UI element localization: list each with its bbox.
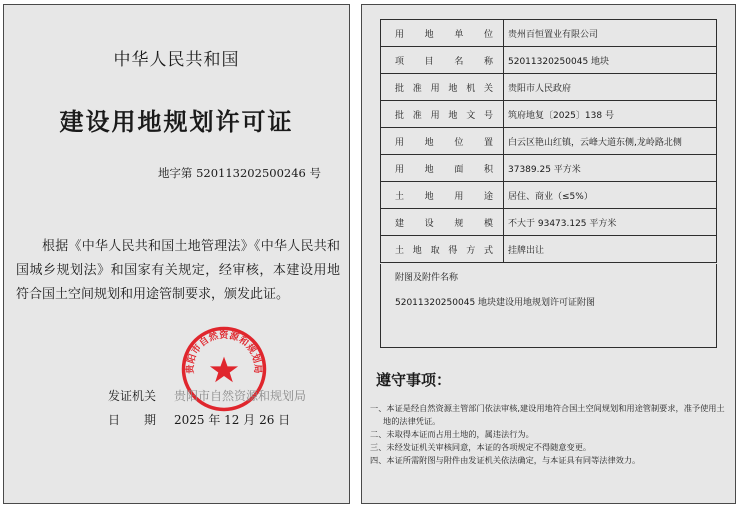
notice-list bbox=[370, 402, 730, 467]
certificate-front-page bbox=[3, 4, 350, 504]
table-row bbox=[381, 74, 717, 101]
notice-item: 三、未经发证机关审核同意，本证的各项规定不得随意变更。 bbox=[370, 442, 592, 452]
issuer-row bbox=[108, 387, 306, 404]
table-row bbox=[381, 101, 717, 128]
row-label: 土地用途 bbox=[381, 182, 504, 209]
row-value: 白云区艳山红镇，云峰大道东侧,龙岭路北侧 bbox=[504, 128, 717, 155]
issuer-label: 发证机关 bbox=[108, 389, 157, 403]
row-value: 贵州百恒置业有限公司 bbox=[504, 20, 717, 47]
row-label: 用地单位 bbox=[381, 20, 504, 47]
row-value: 居住、商业（≤5%） bbox=[504, 182, 717, 209]
seal-text: 贵阳市自然资源和规划局 bbox=[185, 329, 263, 374]
seal-star-icon bbox=[210, 357, 238, 383]
table-row bbox=[381, 236, 717, 263]
row-value: 52011320250045 地块 bbox=[504, 47, 717, 74]
row-label: 建设规模 bbox=[381, 209, 504, 236]
row-value: 37389.25 平方米 bbox=[504, 155, 717, 182]
land-info-table bbox=[380, 19, 717, 263]
date-value: 2025 年 12 月 26 日 bbox=[174, 413, 291, 427]
certificate-back-page bbox=[361, 4, 736, 504]
table-row bbox=[381, 155, 717, 182]
row-value: 贵阳市人民政府 bbox=[504, 74, 717, 101]
notice-item: 四、本证所需附图与附件由发证机关依法确定，与本证具有同等法律效力。 bbox=[370, 455, 641, 465]
table-row bbox=[381, 182, 717, 209]
row-value: 挂牌出让 bbox=[504, 236, 717, 263]
row-label: 批准用地机关 bbox=[381, 74, 504, 101]
row-label: 用地位置 bbox=[381, 128, 504, 155]
date-row bbox=[108, 411, 290, 428]
table-row bbox=[381, 47, 717, 74]
attachments-label: 附图及附件名称 bbox=[395, 273, 459, 283]
row-value: 不大于 93473.125 平方米 bbox=[504, 209, 717, 236]
row-label: 批准用地文号 bbox=[381, 101, 504, 128]
row-label: 项目名称 bbox=[381, 47, 504, 74]
attachments-box bbox=[380, 264, 717, 348]
notice-item: 二、未取得本证而占用土地的，属违法行为。 bbox=[370, 429, 534, 439]
certificate-title: 建设用地规划许可证 bbox=[59, 108, 294, 136]
notice-title: 遵守事项： bbox=[376, 371, 452, 389]
certificate-number: 地字第 520113202500246 号 bbox=[157, 166, 321, 180]
notice-item: 一、本证是经自然资源主管部门依法审核,建设用地符合国土空间规划和用途管制要求，准予使用土地的法律凭证。 bbox=[370, 403, 725, 426]
certificate-body-text: 根据《中华人民共和国土地管理法》《中华人民共和国城乡规划法》和国家有关规定，经审核，本建设用地符合国土空间规划和用途管制要求，颁发此证。 bbox=[16, 239, 340, 302]
country-name: 中华人民共和国 bbox=[113, 50, 240, 70]
date-label: 日 期 bbox=[108, 413, 157, 427]
issuer-value: 贵阳市自然资源和规划局 bbox=[174, 389, 307, 403]
row-value: 筑府地复〔2025〕138 号 bbox=[504, 101, 717, 128]
table-row bbox=[381, 128, 717, 155]
attachments-value: 52011320250045 地块建设用地规划许可证附图 bbox=[395, 298, 596, 308]
row-label: 土地取得方式 bbox=[381, 236, 504, 263]
row-label: 用地面积 bbox=[381, 155, 504, 182]
table-row bbox=[381, 20, 717, 47]
table-row bbox=[381, 209, 717, 236]
